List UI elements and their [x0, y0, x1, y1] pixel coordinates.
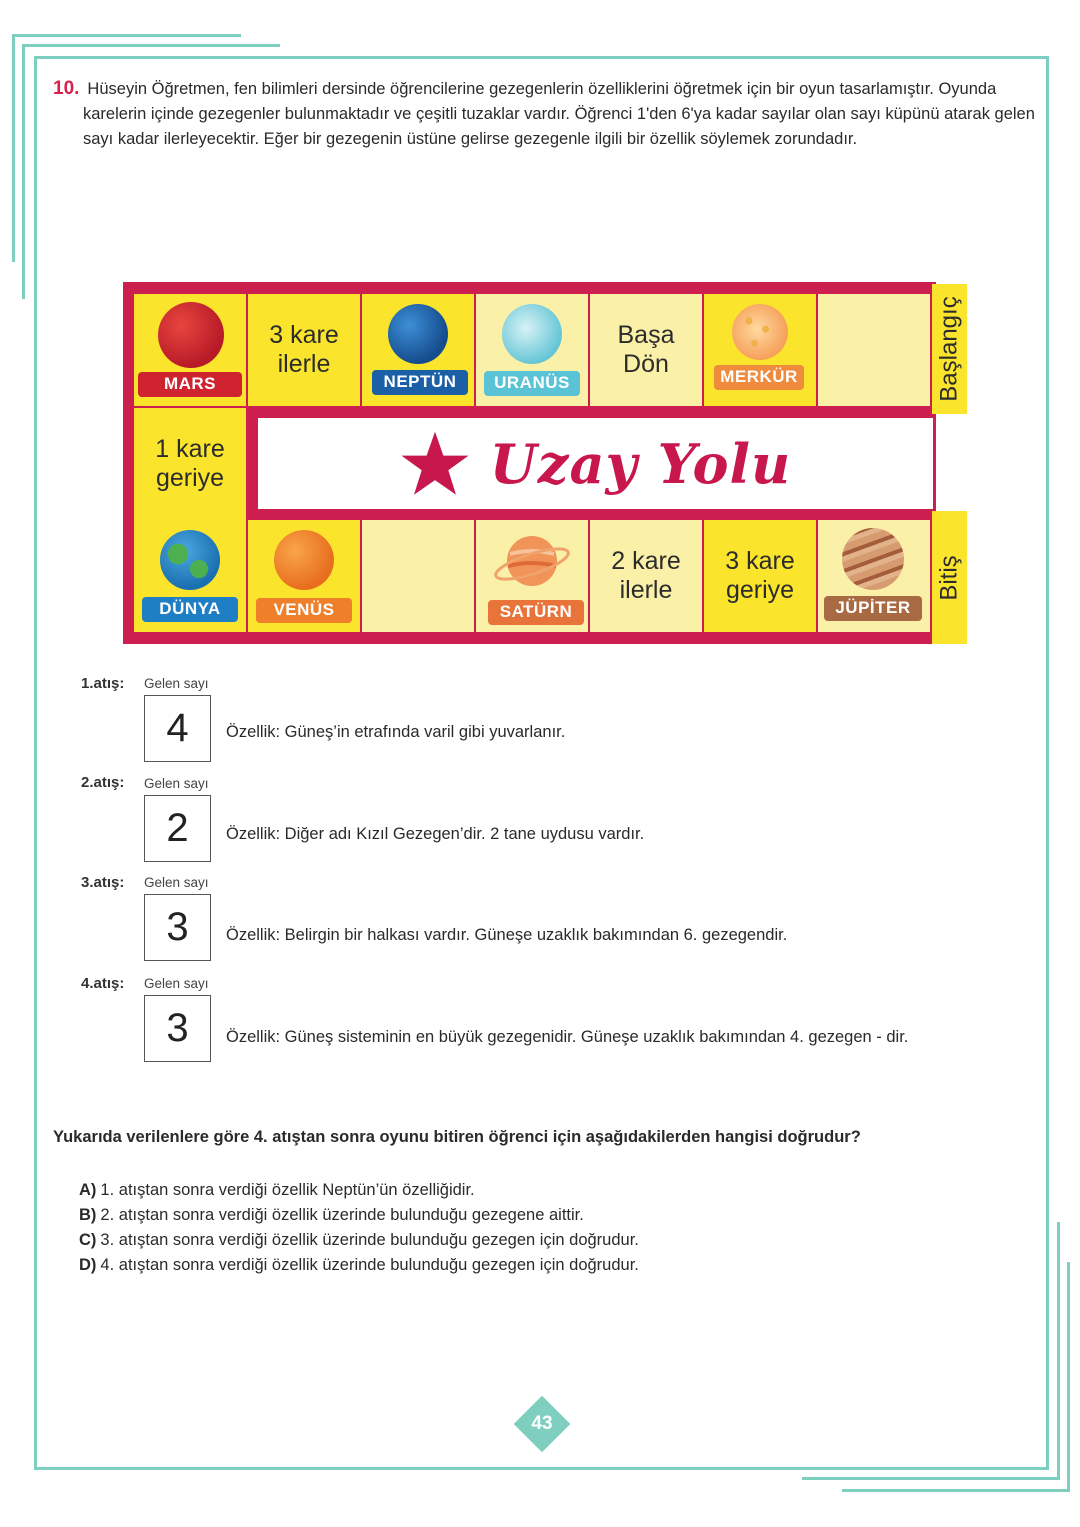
- option-d[interactable]: [79, 1253, 639, 1278]
- venus-label: VENÜS: [256, 598, 352, 623]
- cell-forward-3: [248, 294, 360, 406]
- frame-line: [34, 56, 37, 1470]
- venus-planet-icon: [274, 530, 334, 590]
- merkur-planet-icon: [732, 304, 788, 360]
- throw-4-gelen: Gelen sayı: [144, 976, 209, 991]
- frame-line: [1057, 1222, 1060, 1480]
- jupiter-planet-icon: [842, 528, 904, 590]
- dunya-planet-icon: [160, 530, 220, 590]
- cell-merkur: [704, 294, 816, 406]
- frame-line: [1067, 1262, 1070, 1492]
- start-label: Başlangıç: [935, 296, 963, 402]
- option-a-text: 1. atıştan sonra verdiği özellik Neptün’ün özelliğidir.: [100, 1181, 475, 1199]
- option-a-letter: A): [79, 1181, 97, 1199]
- throw-2-ozellik: Özellik: Diğer adı Kızıl Gezegen’dir. 2 tane uydusu vardır.: [226, 825, 645, 843]
- cell-uranus: [476, 294, 588, 406]
- saturn-planet-icon: [492, 526, 572, 596]
- cell-neptun: [362, 294, 474, 406]
- answer-options: [79, 1178, 639, 1278]
- option-c[interactable]: [79, 1228, 639, 1253]
- neptun-label: NEPTÜN: [372, 370, 468, 395]
- board-title: Uzay Yolu: [489, 431, 792, 496]
- cell-venus: [248, 520, 360, 632]
- option-a[interactable]: [79, 1178, 639, 1203]
- uranus-label: URANÜS: [484, 371, 580, 396]
- frame-line: [34, 56, 1049, 59]
- neptun-planet-icon: [388, 304, 448, 364]
- back-3-text: 3 kare geriye: [725, 547, 795, 604]
- option-b[interactable]: [79, 1203, 639, 1228]
- uranus-planet-icon: [502, 304, 562, 364]
- page-number: 43: [531, 1413, 553, 1434]
- frame-line: [12, 34, 15, 262]
- throw-4-ozellik: Özellik: Güneş sisteminin en büyük gezegenidir. Güneşe uzaklık bakımından 4. gezegen - dir.: [226, 1028, 909, 1046]
- frame-line: [12, 34, 241, 37]
- option-c-text: 3. atıştan sonra verdiği özellik üzerinde bulunduğu gezegen için doğrudur.: [100, 1231, 639, 1249]
- throw-2-dice: 2: [144, 795, 211, 862]
- cell-mars: [134, 294, 246, 406]
- throw-3-label: 3.atış:: [81, 874, 125, 891]
- option-d-text: 4. atıştan sonra verdiği özellik üzerinde bulunduğu gezegen için doğrudur.: [100, 1256, 639, 1274]
- saturn-label: SATÜRN: [488, 600, 584, 625]
- option-c-letter: C): [79, 1231, 97, 1249]
- frame-line: [802, 1477, 1060, 1480]
- back-1-text: 1 kare geriye: [155, 435, 225, 492]
- cell-start-empty: [818, 294, 930, 406]
- cell-back-1: [134, 408, 246, 520]
- board-title-band: [258, 418, 933, 509]
- throw-1-gelen: Gelen sayı: [144, 676, 209, 691]
- throw-1-label: 1.atış:: [81, 675, 125, 692]
- throw-3-ozellik: Özellik: Belirgin bir halkası vardır. Güneşe uzaklık bakımından 6. gezegendir.: [226, 926, 788, 944]
- throw-3-gelen: Gelen sayı: [144, 875, 209, 890]
- cell-empty-bottom: [362, 520, 474, 632]
- basa-don-text: Başa Dön: [617, 321, 675, 378]
- throw-2-gelen: Gelen sayı: [144, 776, 209, 791]
- question-body: Hüseyin Öğretmen, fen bilimleri dersinde öğrencilerine gezegenlerin özelliklerini öğretmek için bir oyun tasarlamıştır. Oyunda karelerin içinde gezegenler bulunmaktadır ve çeşitli tuzaklar vardır. Öğrenci 1'den 6'ya kadar sayılar olan sayı küpünü atarak gelen sayı kadar ilerleyecektir. Eğer bir gezegenin üstüne gelirse gezegenle ilgili bir özellik söylemek zorundadır.: [83, 80, 1035, 148]
- question-text: [53, 76, 1043, 152]
- throw-3-dice: 3: [144, 894, 211, 961]
- cell-dunya: [134, 520, 246, 632]
- finish-tab: [932, 511, 967, 644]
- frame-line: [1046, 56, 1049, 1470]
- question-number: 10.: [53, 78, 80, 99]
- throw-1-ozellik: Özellik: Güneş’in etrafında varil gibi yuvarlanır.: [226, 723, 566, 741]
- cell-basa-don: [590, 294, 702, 406]
- start-tab: [932, 284, 967, 414]
- mars-planet-icon: [158, 302, 224, 368]
- dunya-label: DÜNYA: [142, 597, 238, 622]
- cell-saturn: [476, 520, 588, 632]
- forward-2-text: 2 kare ilerle: [611, 547, 681, 604]
- cell-jupiter: [818, 520, 930, 632]
- mars-label: MARS: [138, 372, 242, 397]
- cell-forward-2: [590, 520, 702, 632]
- cell-back-3: [704, 520, 816, 632]
- jupiter-label: JÜPİTER: [824, 596, 922, 621]
- option-b-text: 2. atıştan sonra verdiği özellik üzerinde bulunduğu gezegene aittir.: [100, 1206, 584, 1224]
- throw-4-label: 4.atış:: [81, 975, 125, 992]
- final-question: Yukarıda verilenlere göre 4. atıştan sonra oyunu bitiren öğrenci için aşağıdakilerden hangisi doğrudur?: [53, 1128, 861, 1146]
- forward-3-text: 3 kare ilerle: [269, 321, 339, 378]
- frame-line: [22, 44, 280, 47]
- throw-4-dice: 3: [144, 995, 211, 1062]
- throw-1-dice: 4: [144, 695, 211, 762]
- throw-2-label: 2.atış:: [81, 774, 125, 791]
- star-icon: [400, 429, 470, 499]
- finish-label: Bitiş: [935, 554, 963, 601]
- merkur-label: MERKÜR: [714, 365, 804, 390]
- frame-line: [842, 1489, 1070, 1492]
- frame-line: [22, 44, 25, 299]
- option-b-letter: B): [79, 1206, 97, 1224]
- frame-line: [34, 1467, 1049, 1470]
- option-d-letter: D): [79, 1256, 97, 1274]
